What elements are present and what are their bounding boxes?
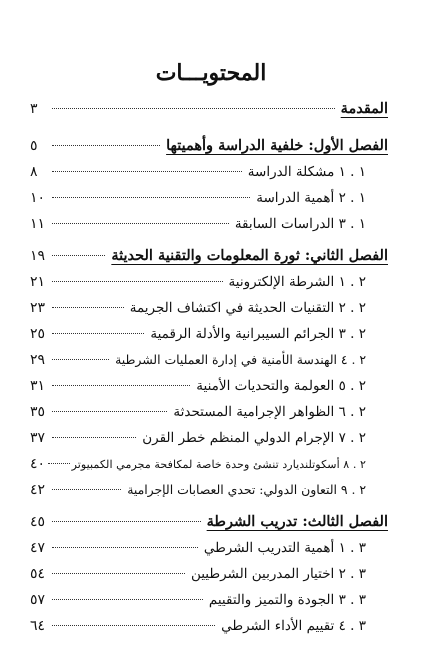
toc-entry-introduction[interactable] [30, 96, 388, 122]
dot-leader [52, 108, 335, 109]
toc-section-1-1[interactable] [30, 159, 388, 185]
toc-entry-label: الفصل الأول: خلفية الدراسة وأهميتها [166, 137, 388, 154]
toc-chapter-1[interactable] [30, 133, 388, 159]
toc-page-number: ١٠ [30, 190, 46, 206]
toc-page-number: ٣٥ [30, 404, 46, 420]
toc-section-2-3[interactable] [30, 321, 388, 347]
toc-entry-label: ٢ . ٣ الجرائم السيبرانية والأدلة الرقمية [150, 326, 366, 342]
dot-leader [52, 385, 190, 386]
dot-leader [52, 333, 144, 334]
toc-entry-label: ١ . ٢ أهمية الدراسة [256, 190, 366, 206]
toc-entry-label: الفصل الثاني: ثورة المعلومات والتقنية الحديثة [111, 247, 388, 264]
toc-section-3-4[interactable] [30, 613, 388, 639]
dot-leader [52, 489, 121, 490]
toc-section-3-2[interactable] [30, 561, 388, 587]
toc-page-number: ٤٠ [30, 456, 46, 472]
toc-section-3-3[interactable] [30, 587, 388, 613]
toc-page-number: ٢١ [30, 274, 46, 290]
toc-page-number: ٣١ [30, 378, 46, 394]
dot-leader [52, 359, 109, 360]
dot-leader [52, 411, 167, 412]
toc-section-2-2[interactable] [30, 295, 388, 321]
toc-entry-label: ٢ . ٨ أسكوتلنديارد تنشئ وحدة خاصة لمكافحة مجرمي الكمبيوتر [71, 458, 366, 471]
dot-leader [52, 145, 160, 146]
toc-chapter-2[interactable] [30, 243, 388, 269]
toc-entry-label: ١ . ٣ الدراسات السابقة [234, 216, 366, 232]
dot-leader [52, 573, 185, 574]
toc-entry-label: ٢ . ٧ الإجرام الدولي المنظم خطر القرن [142, 430, 366, 446]
toc-entry-label: ٣ . ٤ تقييم الأداء الشرطي [221, 618, 366, 634]
dot-leader [52, 599, 203, 600]
toc-entry-label: ٢ . ٦ الظواهر الإجرامية المستحدثة [173, 404, 366, 420]
toc-page-number: ٨ [30, 164, 38, 180]
toc-section-2-7[interactable] [30, 425, 388, 451]
toc-entry-label: ٣ . ٢ اختيار المدربين الشرطيين [190, 566, 366, 582]
dot-leader [52, 307, 124, 308]
toc-page-number: ٤٧ [30, 540, 46, 556]
toc-page-number: ١٩ [30, 248, 46, 264]
dot-leader [52, 171, 242, 172]
dot-leader [52, 625, 215, 626]
toc-section-2-9[interactable] [30, 477, 388, 503]
toc-section-2-5[interactable] [30, 373, 388, 399]
toc-page-number: ٤٢ [30, 482, 46, 498]
toc-chapter-3[interactable] [30, 509, 388, 535]
toc-list [30, 96, 388, 639]
toc-page-number: ٢٥ [30, 326, 46, 342]
dot-leader [48, 463, 70, 464]
dot-leader [52, 437, 136, 438]
toc-entry-label: ٣ . ٣ الجودة والتميز والتقييم [208, 592, 366, 608]
dot-leader [52, 223, 229, 224]
toc-page-number: ٥ [30, 138, 38, 154]
toc-entry-label: ٢ . ١ الشرطة الإلكترونية [228, 274, 366, 290]
toc-section-1-3[interactable] [30, 211, 388, 237]
toc-entry-label: ٣ . ١ أهمية التدريب الشرطي [203, 540, 366, 556]
toc-section-1-2[interactable] [30, 185, 388, 211]
toc-section-2-1[interactable] [30, 269, 388, 295]
dot-leader [52, 197, 250, 198]
toc-page-number: ٥٧ [30, 592, 46, 608]
toc-page-number: ٢٣ [30, 300, 46, 316]
dot-leader [52, 521, 201, 522]
toc-section-2-8[interactable] [30, 451, 388, 477]
page-title: المحتويـــات [155, 60, 267, 86]
toc-page-number: ٣ [30, 101, 38, 117]
toc-section-3-1[interactable] [30, 535, 388, 561]
toc-section-2-4[interactable] [30, 347, 388, 373]
toc-page-number: ٦٤ [30, 618, 46, 634]
toc-page-number: ١١ [30, 216, 46, 232]
dot-leader [52, 255, 105, 256]
toc-entry-label: المقدمة [340, 100, 388, 117]
toc-entry-label: ٢ . ٤ الهندسة الأمنية في إدارة العمليات الشرطية [115, 352, 366, 367]
toc-entry-label: ١ . ١ مشكلة الدراسة [247, 164, 366, 180]
toc-section-2-6[interactable] [30, 399, 388, 425]
toc-entry-label: ٢ . ٢ التقنيات الحديثة في اكتشاف الجريمة [129, 300, 366, 316]
toc-entry-label: الفصل الثالث: تدريب الشرطة [206, 513, 388, 530]
dot-leader [52, 547, 198, 548]
dot-leader [52, 281, 223, 282]
toc-page-number: ٥٤ [30, 566, 46, 582]
toc-page-number: ٣٧ [30, 430, 46, 446]
toc-entry-label: ٢ . ٥ العولمة والتحديات الأمنية [196, 378, 366, 394]
toc-page-number: ٢٩ [30, 352, 46, 368]
toc-page-number: ٤٥ [30, 514, 46, 530]
toc-entry-label: ٢ . ٩ التعاون الدولي: تحدي العصابات الإجرامية [127, 482, 366, 497]
